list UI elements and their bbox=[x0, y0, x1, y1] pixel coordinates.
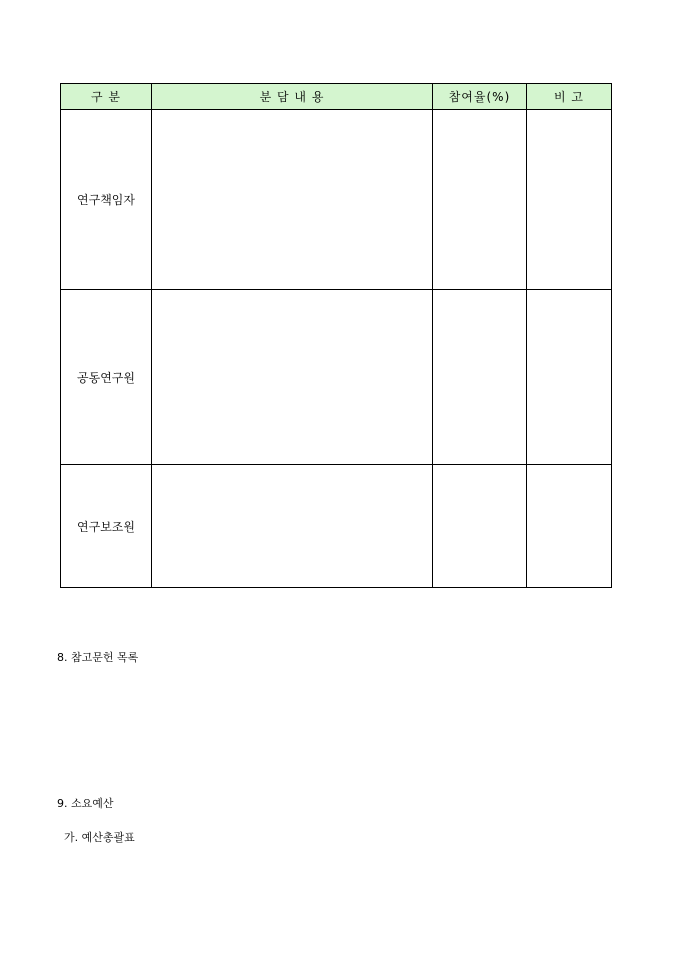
row-rate-cell bbox=[433, 290, 527, 465]
row-category: 연구책임자 bbox=[61, 110, 152, 290]
header-participation-rate: 참여율(%) bbox=[433, 84, 527, 110]
row-content-cell bbox=[152, 110, 433, 290]
row-content-cell bbox=[152, 290, 433, 465]
table-row bbox=[61, 465, 612, 588]
subsection-budget-summary-heading: 가. 예산총괄표 bbox=[64, 831, 135, 844]
header-note: 비 고 bbox=[527, 84, 612, 110]
header-category: 구 분 bbox=[61, 84, 152, 110]
table-header-row bbox=[61, 84, 612, 110]
row-note-cell bbox=[527, 290, 612, 465]
row-category: 공동연구원 bbox=[61, 290, 152, 465]
role-assignment-table bbox=[60, 83, 612, 588]
row-note-cell bbox=[527, 465, 612, 588]
section-budget-heading: 9. 소요예산 bbox=[57, 797, 114, 810]
table-row bbox=[61, 290, 612, 465]
row-content-cell bbox=[152, 465, 433, 588]
section-references-heading: 8. 참고문헌 목록 bbox=[57, 651, 139, 664]
row-rate-cell bbox=[433, 465, 527, 588]
row-note-cell bbox=[527, 110, 612, 290]
row-rate-cell bbox=[433, 110, 527, 290]
header-content: 분 담 내 용 bbox=[152, 84, 433, 110]
table-row bbox=[61, 110, 612, 290]
row-category: 연구보조원 bbox=[61, 465, 152, 588]
